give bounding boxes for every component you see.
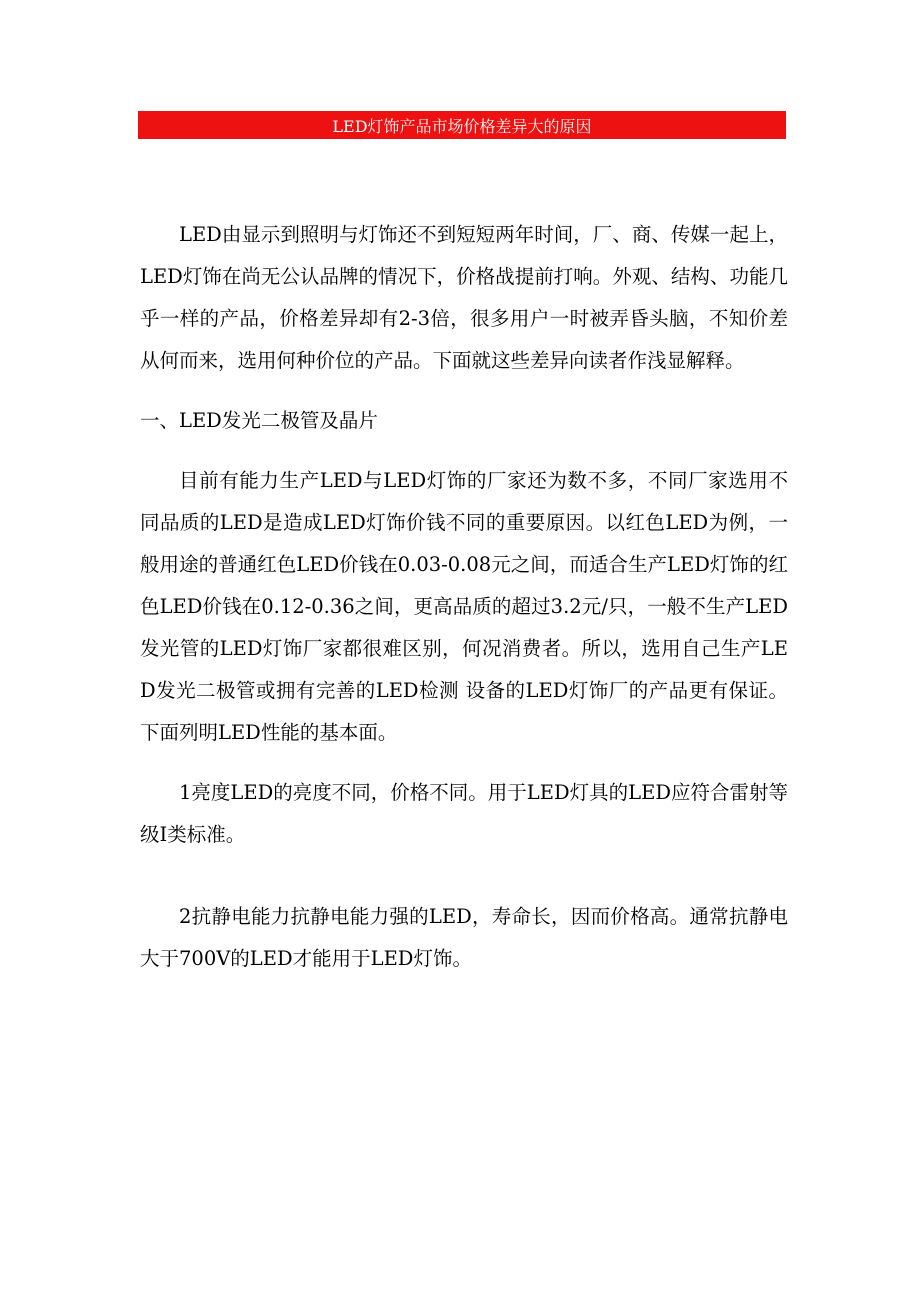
document-body <box>140 214 788 980</box>
paragraph-spacer <box>140 754 788 772</box>
document-title: LED灯饰产品市场价格差异大的原因 <box>332 116 592 136</box>
brightness-item-paragraph: 1亮度LED的亮度不同，价格不同。用于LED灯具的LED应符合雷射等级Ⅰ类标准。 <box>140 781 788 846</box>
paragraph-spacer <box>140 856 788 896</box>
paragraph-spacer <box>140 442 788 460</box>
section-body-paragraph: 目前有能力生产LED与LED灯饰的厂家还为数不多，不同厂家选用不同品质的LED是造成LED灯饰价钱不同的重要原因。以红色LED为例，一般用途的普通红色LED价钱在0.03-0.08元之间，而适合生产LED灯饰的红色LED价钱在0.12-0.36之间，更高品质的超过3.2元/只，一般不生产LED发光管的LED灯饰厂家都很难区别，何况消费者。所以，选用自己生产LED发光二极管或拥有完善的LED检测 设备的LED灯饰厂的产品更有保证。下面列明LED性能的基本面。 <box>140 469 788 744</box>
intro-paragraph: LED由显示到照明与灯饰还不到短短两年时间，厂、商、传媒一起上，LED灯饰在尚无公认品牌的情况下，价格战提前打响。外观、结构、功能几乎一样的产品，价格差异却有2-3倍，很多用户一时被弄昏头脑，不知价差从何而来，选用何种价位的产品。下面就这些差异向读者作浅显解释。 <box>140 223 788 372</box>
title-banner <box>138 111 786 139</box>
antistatic-item-paragraph: 2抗静电能力抗静电能力强的LED，寿命长，因而价格高。通常抗静电大于700V的LED才能用于LED灯饰。 <box>140 905 788 970</box>
section-heading: 一、LED发光二极管及晶片 <box>140 409 378 432</box>
paragraph-spacer <box>140 382 788 400</box>
